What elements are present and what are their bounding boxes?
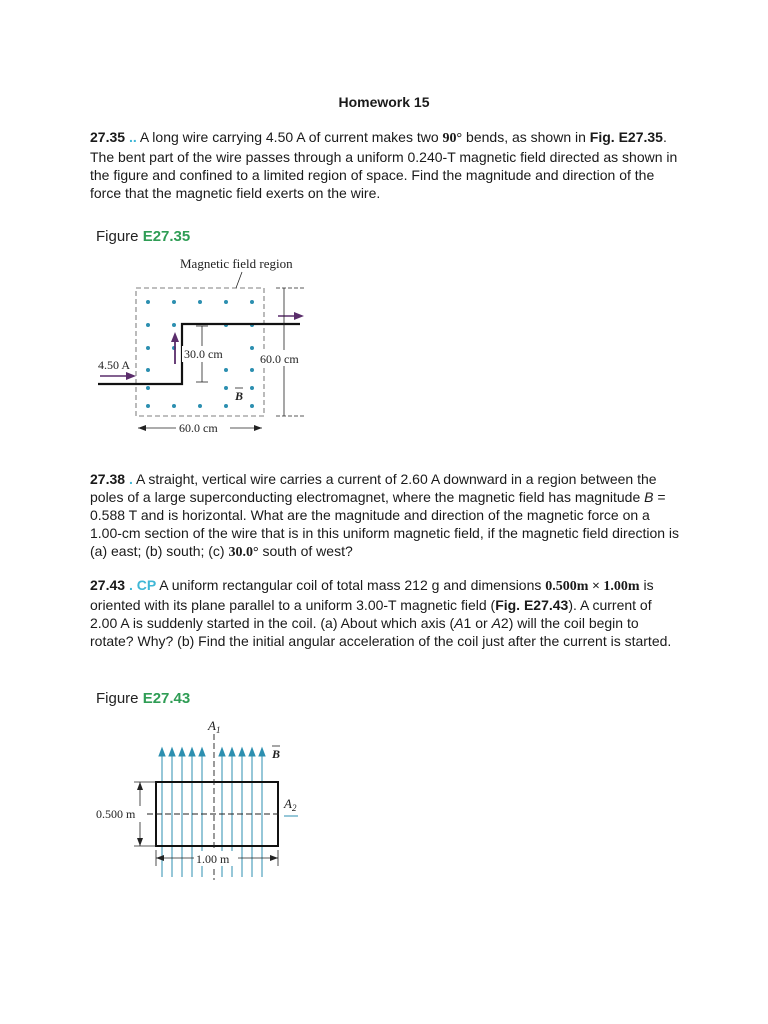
problem-text: bends, as shown in (462, 129, 590, 145)
problem-text: A long wire carrying 4.50 A of current makes two (136, 129, 443, 145)
problem-text: . The bent part of the wire passes through a uniform 0.240-T magnetic field directed as shown in the figure and confined to a limited region of space. Find the magnitude and direction of the force that the magnetic field exerts on the wire. (90, 129, 678, 201)
height-label: 0.500 m (96, 807, 136, 821)
problem-number: 27.35 (90, 129, 126, 145)
dimensions-value: 0.500m × 1.00m (545, 579, 640, 594)
problem-text: is oriented with its plane parallel to a uniform 3.00-T magnetic field ( (90, 577, 654, 613)
outer-height-label: 60.0 cm (260, 352, 299, 366)
figure-number: E27.35 (142, 228, 191, 245)
width-label: 60.0 cm (179, 421, 218, 435)
problem-27-43 (90, 576, 680, 650)
figure-caption: Figure E27.35 (96, 228, 191, 245)
problem-27-35 (90, 128, 680, 202)
problem-text: 2) will the coil begin to rotate? Why? (b) Find the initial angular acceleration of the coil just after the current is started. (90, 615, 672, 649)
problem-text: ). A current of 2.00 A is suddenly started in the coil. (a) About which axis ( (90, 597, 652, 631)
difficulty-marker: . CP (128, 577, 157, 593)
difficulty-marker: .. (128, 129, 137, 145)
figure-reference: Fig. E27.35 (589, 129, 663, 145)
field-vector-label: B (235, 389, 244, 403)
axis-a2-label: $A_2$ (284, 796, 297, 813)
variable-b: B (644, 489, 654, 505)
problem-27-38 (90, 470, 680, 562)
field-vector-label: B (272, 747, 281, 761)
problem-text: = 0.588 T and is horizontal. What are the magnitude and direction of the magnetic force on a 1.00-cm section of the wire that is in this uniform magnetic field, if the magnetic field direction is (a) east; (b) south; (c) (90, 489, 680, 559)
problem-text: A uniform rectangular coil of total mass 212 g and dimensions (156, 577, 546, 593)
difficulty-marker: . (128, 471, 133, 487)
angle-value: 90° (442, 131, 463, 146)
figure-number: E27.43 (142, 690, 191, 707)
figure-reference: Fig. E27.43 (495, 597, 569, 613)
problem-number: 27.38 (90, 471, 126, 487)
axis-a1-label: $A_1$ (208, 718, 221, 735)
axis-variable: A (491, 615, 501, 631)
figure-e27-43 (90, 712, 320, 882)
width-label: 1.00 m (196, 852, 230, 866)
angle-value: 30.0° (228, 545, 259, 560)
figure-e27-35 (90, 250, 320, 440)
figure-caption: Figure E27.43 (96, 690, 191, 707)
region-label: Magnetic field region (180, 256, 293, 271)
problem-number: 27.43 (90, 577, 126, 593)
problem-text: A straight, vertical wire carries a current of 2.60 A downward in a region between the poles of a large superconducting electromagnet, where the magnetic field has magnitude (90, 471, 657, 505)
problem-text: south of west? (258, 543, 353, 559)
axis-variable: A (454, 615, 464, 631)
current-label: 4.50 A (98, 358, 131, 372)
page-title: Homework 15 (338, 94, 430, 110)
inner-height-label: 30.0 cm (184, 347, 223, 361)
problem-text: 1 or (463, 615, 492, 631)
